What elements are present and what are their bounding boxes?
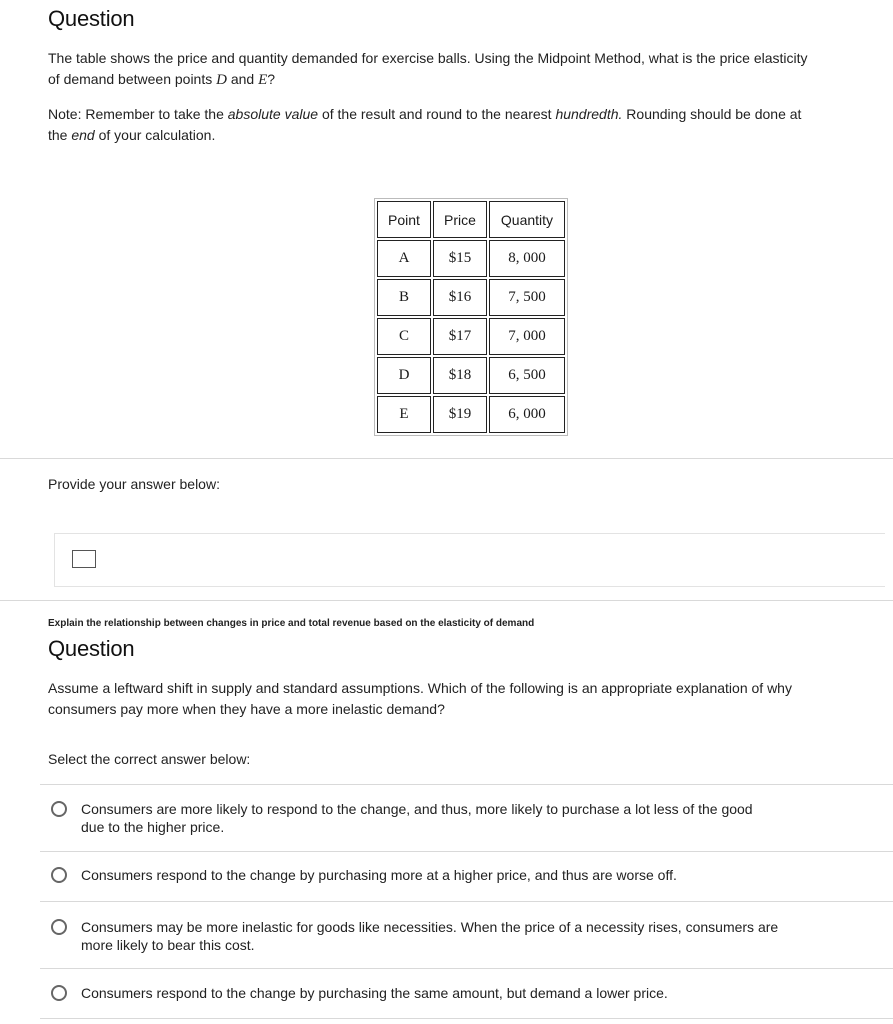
- table-row: [377, 318, 565, 355]
- prompt-line-2: [48, 69, 888, 91]
- prompt-and: and: [226, 71, 259, 87]
- price-quantity-table: [374, 198, 568, 436]
- divider: [0, 600, 893, 601]
- divider: [40, 784, 893, 785]
- table-cell: C: [377, 318, 431, 355]
- table-cell: 6, 500: [489, 357, 565, 394]
- table-cell: $19: [433, 396, 487, 433]
- table-row: [377, 240, 565, 277]
- divider: [0, 458, 893, 459]
- question-title: Question: [48, 636, 135, 661]
- question-title: Question: [48, 6, 135, 31]
- option-label[interactable]: [81, 918, 778, 954]
- option-radio[interactable]: [51, 985, 67, 1001]
- note-absolute-value: absolute value: [227, 106, 319, 122]
- prompt-qmark: ?: [267, 71, 276, 87]
- table-cell: 7, 500: [489, 279, 565, 316]
- table-row: [377, 279, 565, 316]
- prompt-line-2: consumers pay more when they have a more inelastic demand?: [48, 701, 445, 717]
- column-header-quantity: Quantity: [489, 201, 565, 238]
- note-text: Rounding should be done at: [622, 106, 802, 122]
- table-row: [377, 357, 565, 394]
- table-cell: $16: [433, 279, 487, 316]
- table-cell: $15: [433, 240, 487, 277]
- table-cell: 7, 000: [489, 318, 565, 355]
- table-row: [377, 396, 565, 433]
- option-radio[interactable]: [51, 919, 67, 935]
- note-end: end: [71, 127, 95, 143]
- note-text: of the result and round to the nearest: [318, 106, 556, 122]
- table-header-row: [377, 201, 565, 238]
- table-cell: B: [377, 279, 431, 316]
- prompt-text: of demand between points: [48, 71, 217, 87]
- question-prompt: [48, 678, 888, 720]
- table-cell: 8, 000: [489, 240, 565, 277]
- divider: [40, 851, 893, 852]
- option-text-line: due to the higher price.: [81, 819, 225, 835]
- option-text-line: Consumers are more likely to respond to the change, and thus, more likely to purchase a lot less of the good: [81, 801, 753, 817]
- option-radio[interactable]: [51, 867, 67, 883]
- prompt-line-1: The table shows the price and quantity demanded for exercise balls. Using the Midpoint Method, what is the price elasticity: [48, 50, 808, 66]
- table-cell: E: [377, 396, 431, 433]
- option-label[interactable]: [81, 866, 677, 884]
- option-text-line: Consumers respond to the change by purchasing more at a higher price, and thus are worse off.: [81, 867, 677, 883]
- option-text-line: Consumers may be more inelastic for goods like necessities. When the price of a necessity rises, consumers are: [81, 919, 779, 935]
- option-radio[interactable]: [51, 801, 67, 817]
- divider: [40, 1018, 893, 1019]
- answer-container: [54, 533, 885, 587]
- table-cell: 6, 000: [489, 396, 565, 433]
- point-e-symbol: E: [258, 72, 268, 88]
- table-cell: D: [377, 357, 431, 394]
- prompt-line-1: Assume a leftward shift in supply and standard assumptions. Which of the following is an appropriate explanation of why: [48, 680, 792, 696]
- note-text: of your calculation.: [94, 127, 216, 143]
- note-line-2: [48, 125, 888, 146]
- option-text-line: more likely to bear this cost.: [81, 937, 255, 953]
- note-text: Note: Remember to take the: [48, 106, 228, 122]
- table-cell: A: [377, 240, 431, 277]
- answer-label: Provide your answer below:: [48, 476, 220, 492]
- divider: [40, 968, 893, 969]
- select-label: Select the correct answer below:: [48, 751, 251, 767]
- column-header-point: Point: [377, 201, 431, 238]
- option-label[interactable]: [81, 984, 668, 1002]
- section-label: Explain the relationship between changes in price and total revenue based on the elasticity of demand: [48, 618, 535, 629]
- table-cell: $17: [433, 318, 487, 355]
- answer-input[interactable]: [72, 550, 96, 568]
- column-header-price: Price: [433, 201, 487, 238]
- point-d-symbol: D: [216, 72, 227, 88]
- note-text: the: [48, 127, 72, 143]
- table-cell: $18: [433, 357, 487, 394]
- option-text-line: Consumers respond to the change by purchasing the same amount, but demand a lower price.: [81, 985, 668, 1001]
- note-hundredth: hundredth.: [555, 106, 623, 122]
- option-label[interactable]: [81, 800, 753, 836]
- divider: [40, 901, 893, 902]
- note-line-1: [48, 104, 888, 125]
- question-prompt: [48, 48, 888, 91]
- question-note: [48, 104, 888, 146]
